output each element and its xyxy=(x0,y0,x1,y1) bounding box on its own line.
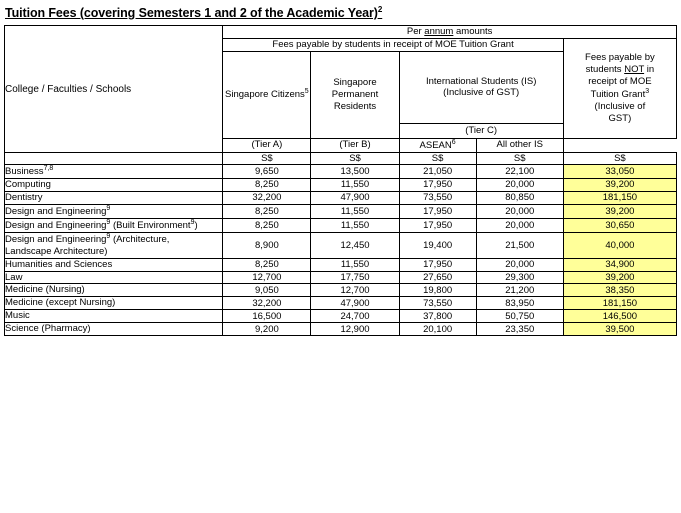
fee-citizens: 9,050 xyxy=(223,284,311,297)
table-row xyxy=(5,218,677,232)
fee-citizens: 8,900 xyxy=(223,232,311,258)
header-tier-a: (Tier A) xyxy=(223,138,311,152)
fee-asean: 17,950 xyxy=(399,218,476,232)
row-label-humanities-and-sciences: Humanities and Sciences xyxy=(5,258,223,271)
fee-pr: 12,700 xyxy=(311,284,399,297)
header-college-faculties-schools: College / Faculties / Schools xyxy=(5,26,223,153)
currency-asean: S$ xyxy=(399,152,476,164)
table-row xyxy=(5,310,677,323)
fee-pr: 47,900 xyxy=(311,191,399,204)
header-asean: ASEAN$^6$ xyxy=(399,138,476,152)
table-row xyxy=(5,232,677,258)
table-row xyxy=(5,258,677,271)
fee-non-grant: 30,650 xyxy=(563,218,676,232)
header-all-other-is: All other IS xyxy=(476,138,563,152)
currency-pr: S$ xyxy=(311,152,399,164)
fee-citizens: 16,500 xyxy=(223,310,311,323)
row-label-medicine-except-nursing: Medicine (except Nursing) xyxy=(5,297,223,310)
fee-citizens: 32,200 xyxy=(223,191,311,204)
table-row xyxy=(5,297,677,310)
page-title xyxy=(5,5,677,20)
fee-other-is: 20,000 xyxy=(476,218,563,232)
fee-pr: 11,550 xyxy=(311,178,399,191)
fee-other-is: 20,000 xyxy=(476,178,563,191)
table-header-row-per-annum xyxy=(5,26,677,39)
fee-non-grant: 39,200 xyxy=(563,271,676,284)
row-label-law: Law xyxy=(5,271,223,284)
fee-non-grant: 33,050 xyxy=(563,164,676,178)
fee-other-is: 21,200 xyxy=(476,284,563,297)
fee-citizens: 9,650 xyxy=(223,164,311,178)
fee-asean: 17,950 xyxy=(399,258,476,271)
fee-asean: 27,650 xyxy=(399,271,476,284)
fee-non-grant: 39,200 xyxy=(563,178,676,191)
fee-citizens: 8,250 xyxy=(223,258,311,271)
fee-non-grant: 39,500 xyxy=(563,323,676,336)
fee-pr: 13,500 xyxy=(311,164,399,178)
fee-other-is: 23,350 xyxy=(476,323,563,336)
table-row xyxy=(5,271,677,284)
row-label-science-pharmacy: Science (Pharmacy) xyxy=(5,323,223,336)
fee-asean: 73,550 xyxy=(399,297,476,310)
fee-non-grant: 181,150 xyxy=(563,297,676,310)
fee-asean: 19,400 xyxy=(399,232,476,258)
fee-non-grant: 34,900 xyxy=(563,258,676,271)
fee-non-grant: 39,200 xyxy=(563,204,676,218)
page-title-text: Tuition Fees (covering Semesters 1 and 2 of the Academic Year) xyxy=(5,6,378,21)
fee-other-is: 22,100 xyxy=(476,164,563,178)
fee-non-grant: 40,000 xyxy=(563,232,676,258)
row-label-design-and-engineering-built-environment: Design and Engineering$^9$ (Built Environment$^9$) xyxy=(5,218,223,232)
fee-pr: 17,750 xyxy=(311,271,399,284)
fee-other-is: 83,950 xyxy=(476,297,563,310)
fee-other-is: 21,500 xyxy=(476,232,563,258)
header-tier-b: (Tier B) xyxy=(311,138,399,152)
fee-citizens: 32,200 xyxy=(223,297,311,310)
fee-pr: 11,550 xyxy=(311,258,399,271)
fee-pr: 47,900 xyxy=(311,297,399,310)
fee-citizens: 8,250 xyxy=(223,178,311,191)
row-label-business: Business$^{7,8}$ xyxy=(5,164,223,178)
page-title-footnote-marker: 2 xyxy=(377,5,383,14)
header-per-annum-amounts: Per annum amounts xyxy=(223,26,677,39)
table-row xyxy=(5,323,677,336)
header-international-students: International Students (IS) (Inclusive of GST) xyxy=(399,51,563,123)
fee-pr: 11,550 xyxy=(311,218,399,232)
fee-non-grant: 38,350 xyxy=(563,284,676,297)
row-label-computing: Computing xyxy=(5,178,223,191)
fee-non-grant: 181,150 xyxy=(563,191,676,204)
header-singapore-citizens: Singapore Citizens$^5$ xyxy=(223,51,311,138)
fee-citizens: 8,250 xyxy=(223,218,311,232)
header-tier-c: (Tier C) xyxy=(399,123,563,138)
fee-pr: 24,700 xyxy=(311,310,399,323)
fee-other-is: 29,300 xyxy=(476,271,563,284)
fee-citizens: 12,700 xyxy=(223,271,311,284)
header-not-emphasis: NOT xyxy=(624,64,645,76)
currency-non-grant: S$ xyxy=(563,152,676,164)
header-moe-tuition-grant-group: Fees payable by students in receipt of MOE Tuition Grant xyxy=(223,39,563,52)
table-header-row-currency xyxy=(5,152,677,164)
fee-asean: 20,100 xyxy=(399,323,476,336)
row-label-dentistry: Dentistry xyxy=(5,191,223,204)
fee-pr: 11,550 xyxy=(311,204,399,218)
table-row xyxy=(5,204,677,218)
header-non-grant-group: Fees payable by students NOT in receipt of MOE Tuition Grant$^3$ (Inclusive of GST) xyxy=(563,39,676,139)
fee-citizens: 8,250 xyxy=(223,204,311,218)
fee-other-is: 50,750 xyxy=(476,310,563,323)
table-row xyxy=(5,164,677,178)
fee-pr: 12,900 xyxy=(311,323,399,336)
fee-pr: 12,450 xyxy=(311,232,399,258)
fee-non-grant: 146,500 xyxy=(563,310,676,323)
fee-other-is: 20,000 xyxy=(476,204,563,218)
table-row xyxy=(5,178,677,191)
tuition-fees-table xyxy=(4,25,677,336)
fee-other-is: 80,850 xyxy=(476,191,563,204)
currency-citizens: S$ xyxy=(223,152,311,164)
table-row xyxy=(5,191,677,204)
row-label-design-and-engineering-architecture: Design and Engineering$^9$ (Architecture, Landscape Architecture) xyxy=(5,232,223,258)
currency-cell-college xyxy=(5,152,223,164)
fee-asean: 73,550 xyxy=(399,191,476,204)
per-annum-underlined-word: annum xyxy=(424,26,454,38)
row-label-design-and-engineering: Design and Engineering$^9$ xyxy=(5,204,223,218)
row-label-music: Music xyxy=(5,310,223,323)
fee-asean: 17,950 xyxy=(399,204,476,218)
fee-citizens: 9,200 xyxy=(223,323,311,336)
currency-other-is: S$ xyxy=(476,152,563,164)
fee-asean: 37,800 xyxy=(399,310,476,323)
row-label-medicine-nursing: Medicine (Nursing) xyxy=(5,284,223,297)
table-row xyxy=(5,284,677,297)
header-singapore-pr: Singapore Permanent Residents xyxy=(311,51,399,138)
fee-asean: 19,800 xyxy=(399,284,476,297)
fee-other-is: 20,000 xyxy=(476,258,563,271)
fee-asean: 17,950 xyxy=(399,178,476,191)
fee-asean: 21,050 xyxy=(399,164,476,178)
